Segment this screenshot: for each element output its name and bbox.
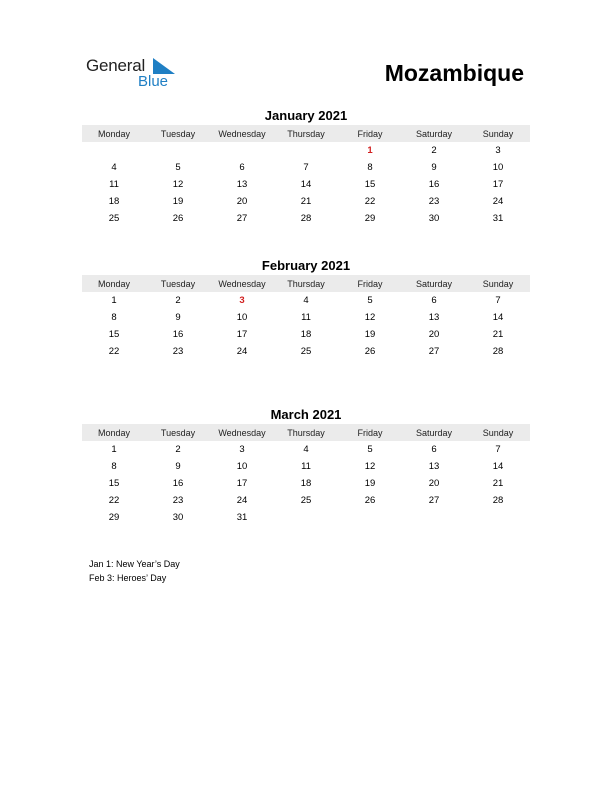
- day-cell: 22: [108, 495, 120, 506]
- holiday-note: Feb 3: Heroes’ Day: [89, 573, 167, 583]
- weekday-label: Tuesday: [160, 278, 196, 289]
- weekday-label: Wednesday: [218, 278, 266, 289]
- day-cell: 1: [111, 295, 117, 306]
- week-row: [82, 193, 530, 210]
- weekday-label: Thursday: [287, 128, 325, 139]
- day-cell: 6: [239, 162, 245, 173]
- weekday-label: Saturday: [415, 278, 453, 289]
- day-cell: 9: [431, 162, 437, 173]
- day-cell: 8: [111, 461, 117, 472]
- weekday-label: Monday: [97, 427, 131, 438]
- month-title: February 2021: [261, 258, 351, 273]
- day-cell: 17: [236, 478, 248, 489]
- day-cell: 9: [175, 461, 181, 472]
- day-cell: 28: [492, 495, 504, 506]
- day-cell: 5: [175, 162, 181, 173]
- day-cell: 3: [239, 444, 245, 455]
- weekday-label: Friday: [357, 128, 383, 139]
- day-cell: 30: [428, 213, 440, 224]
- day-cell: 15: [108, 478, 120, 489]
- day-cell: 10: [236, 461, 248, 472]
- day-cell: 27: [428, 346, 440, 357]
- day-cell: 11: [301, 312, 311, 323]
- day-cell: 7: [303, 162, 309, 173]
- day-cell: 16: [172, 329, 184, 340]
- weekday-label: Thursday: [287, 427, 325, 438]
- country-title: Mozambique: [384, 60, 524, 86]
- weekday-label: Saturday: [415, 427, 453, 438]
- brand-general: General: [86, 56, 146, 75]
- day-cell: 10: [236, 312, 248, 323]
- day-cell: 4: [303, 295, 309, 306]
- holiday-day-cell: 3: [239, 295, 245, 306]
- day-cell: 26: [172, 213, 184, 224]
- week-row: [82, 475, 530, 492]
- day-cell: 31: [492, 213, 504, 224]
- day-cell: 5: [367, 295, 373, 306]
- day-cell: 2: [175, 295, 181, 306]
- day-cell: 24: [236, 346, 248, 357]
- holiday-notes: [89, 557, 180, 585]
- day-cell: 28: [492, 346, 504, 357]
- day-cell: 19: [172, 196, 184, 207]
- weekday-label: Sunday: [482, 128, 514, 139]
- day-cell: 26: [364, 495, 376, 506]
- week-row: [82, 292, 530, 309]
- day-cell: 5: [367, 444, 373, 455]
- day-cell: 11: [109, 179, 119, 190]
- day-cell: 1: [111, 444, 117, 455]
- day-cell: 23: [172, 346, 184, 357]
- day-cell: 25: [300, 346, 312, 357]
- day-cell: 14: [300, 179, 312, 190]
- week-row: [82, 458, 530, 475]
- day-cell: 22: [364, 196, 376, 207]
- day-cell: 13: [236, 179, 248, 190]
- day-cell: 22: [108, 346, 120, 357]
- weekday-label: Thursday: [287, 278, 325, 289]
- day-cell: 18: [300, 329, 312, 340]
- week-row: [82, 142, 530, 159]
- day-cell: 28: [300, 213, 312, 224]
- day-cell: 11: [301, 461, 311, 472]
- day-cell: 23: [428, 196, 440, 207]
- weekday-label: Monday: [97, 128, 131, 139]
- brand-blue: Blue: [138, 73, 169, 90]
- day-cell: 24: [236, 495, 248, 506]
- day-cell: 7: [495, 444, 501, 455]
- day-cell: 21: [492, 478, 504, 489]
- weekday-label: Saturday: [415, 128, 453, 139]
- day-cell: 19: [364, 329, 376, 340]
- day-cell: 14: [492, 461, 504, 472]
- day-cell: 12: [172, 179, 184, 190]
- day-cell: 13: [428, 461, 440, 472]
- day-cell: 25: [108, 213, 120, 224]
- day-cell: 15: [108, 329, 120, 340]
- day-cell: 13: [428, 312, 440, 323]
- day-cell: 21: [300, 196, 312, 207]
- day-cell: 19: [364, 478, 376, 489]
- day-cell: 12: [364, 312, 376, 323]
- day-cell: 9: [175, 312, 181, 323]
- week-row: [82, 309, 530, 326]
- day-cell: 4: [303, 444, 309, 455]
- day-cell: 6: [431, 444, 437, 455]
- day-cell: 4: [111, 162, 117, 173]
- day-cell: 27: [428, 495, 440, 506]
- day-cell: 7: [495, 295, 501, 306]
- day-cell: 6: [431, 295, 437, 306]
- day-cell: 17: [236, 329, 248, 340]
- month-calendar: [82, 257, 530, 360]
- day-cell: 18: [108, 196, 120, 207]
- month-calendar: [82, 406, 530, 526]
- day-cell: 12: [364, 461, 376, 472]
- day-cell: 2: [175, 444, 181, 455]
- day-cell: 29: [364, 213, 376, 224]
- day-cell: 26: [364, 346, 376, 357]
- day-cell: 31: [236, 512, 248, 523]
- weekday-label: Friday: [357, 278, 383, 289]
- day-cell: 24: [492, 196, 504, 207]
- day-cell: 23: [172, 495, 184, 506]
- weekday-header-row: [82, 424, 530, 441]
- week-row: [82, 326, 530, 343]
- day-cell: 8: [367, 162, 373, 173]
- day-cell: 21: [492, 329, 504, 340]
- day-cell: 15: [364, 179, 376, 190]
- day-cell: 14: [492, 312, 504, 323]
- day-cell: 10: [492, 162, 504, 173]
- week-row: [82, 509, 530, 526]
- day-cell: 17: [492, 179, 504, 190]
- week-row: [82, 159, 530, 176]
- week-row: [82, 176, 530, 193]
- day-cell: 20: [236, 196, 248, 207]
- day-cell: 8: [111, 312, 117, 323]
- day-cell: 20: [428, 478, 440, 489]
- weekday-label: Tuesday: [160, 128, 196, 139]
- day-cell: 18: [300, 478, 312, 489]
- day-cell: 30: [172, 512, 184, 523]
- day-cell: 25: [300, 495, 312, 506]
- triangle-logo-icon: [153, 58, 175, 74]
- weekday-header-row: [82, 275, 530, 292]
- weekday-label: Sunday: [482, 278, 514, 289]
- day-cell: 16: [172, 478, 184, 489]
- weekday-label: Sunday: [482, 427, 514, 438]
- month-title: January 2021: [264, 108, 348, 123]
- weekday-label: Wednesday: [218, 427, 266, 438]
- brand-logo: [86, 56, 186, 92]
- day-cell: 2: [431, 145, 437, 156]
- weekday-label: Friday: [357, 427, 383, 438]
- weekday-label: Monday: [97, 278, 131, 289]
- month-calendar: [82, 107, 530, 227]
- day-cell: 29: [108, 512, 120, 523]
- day-cell: 27: [236, 213, 248, 224]
- week-row: [82, 492, 530, 509]
- holiday-day-cell: 1: [367, 145, 373, 156]
- week-row: [82, 210, 530, 227]
- day-cell: 16: [428, 179, 440, 190]
- week-row: [82, 343, 530, 360]
- weekday-header-row: [82, 125, 530, 142]
- weekday-label: Tuesday: [160, 427, 196, 438]
- day-cell: 3: [495, 145, 501, 156]
- month-title: March 2021: [270, 407, 342, 422]
- week-row: [82, 441, 530, 458]
- day-cell: 20: [428, 329, 440, 340]
- weekday-label: Wednesday: [218, 128, 266, 139]
- holiday-note: Jan 1: New Year’s Day: [89, 559, 180, 569]
